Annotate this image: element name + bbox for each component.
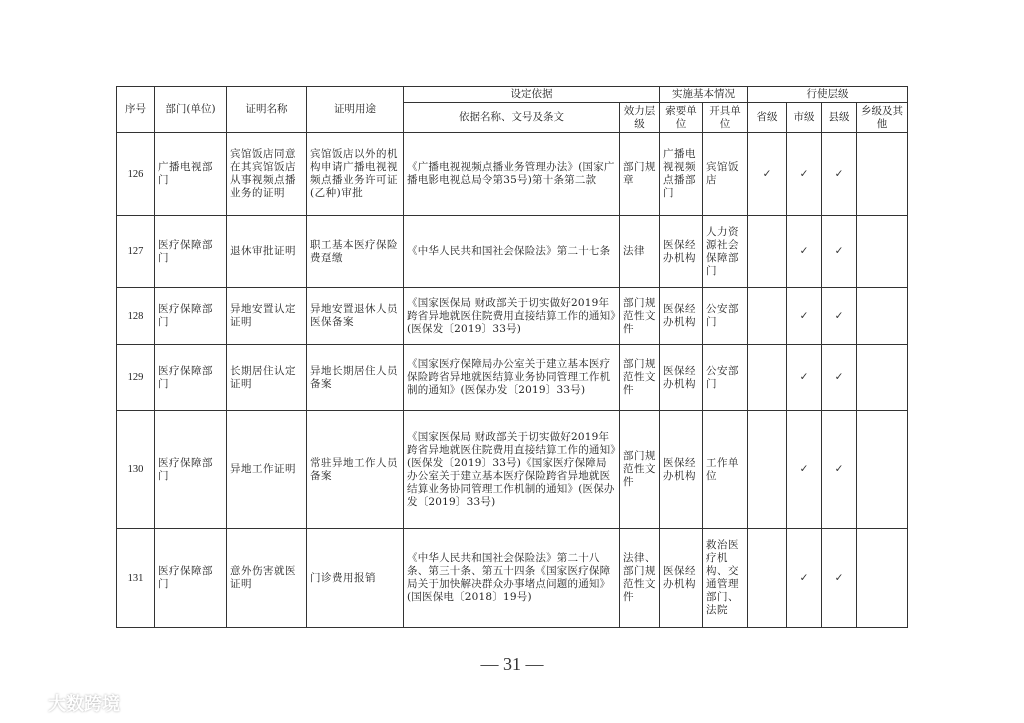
row-issue-unit: 人力资源社会保障部门 [703,216,748,288]
row-dept: 广播电视部门 [155,133,227,216]
header-cert-name: 证明名称 [227,87,307,133]
watermark [12,690,120,716]
header-basis-name: 依据名称、文号及条文 [404,103,620,133]
row-request-unit: 医保经办机构 [660,411,703,529]
header-county: 县级 [822,103,857,133]
row-effect: 法律 [620,216,660,288]
row-issue-unit: 宾馆饭店 [703,133,748,216]
check-mark-icon: ✓ [787,216,822,288]
certificate-table [116,86,908,628]
row-township [857,133,908,216]
row-cert-use: 常驻异地工作人员备案 [307,411,404,529]
row-effect: 部门规范性文件 [620,345,660,411]
header-city: 市级 [787,103,822,133]
row-seq: 127 [117,216,155,288]
header-group-level: 行使层级 [748,87,908,103]
check-mark-icon: ✓ [822,529,857,628]
row-seq: 129 [117,345,155,411]
watermark-text: 大数跨境 [48,694,120,715]
row-cert-name: 退休审批证明 [227,216,307,288]
check-mark-icon: ✓ [822,411,857,529]
row-cert-use: 异地长期居住人员备案 [307,345,404,411]
header-dept: 部门(单位) [155,87,227,133]
row-cert-name: 长期居住认定证明 [227,345,307,411]
check-mark-icon: ✓ [822,133,857,216]
check-mark-icon: ✓ [822,345,857,411]
row-provincial [748,411,787,529]
row-seq: 126 [117,133,155,216]
row-cert-use: 宾馆饭店以外的机构申请广播电视视频点播业务许可证(乙种)审批 [307,133,404,216]
table-row [117,216,908,288]
header-township: 乡级及其他 [857,103,908,133]
row-basis: 《国家医疗保障局办公室关于建立基本医疗保险跨省异地就医结算业务协同管理工作机制的通知》(医保办发〔2019〕33号) [404,345,620,411]
row-request-unit: 医保经办机构 [660,529,703,628]
row-request-unit: 医保经办机构 [660,345,703,411]
row-dept: 医疗保障部门 [155,216,227,288]
row-dept: 医疗保障部门 [155,288,227,345]
table-row [117,345,908,411]
row-issue-unit: 公安部门 [703,345,748,411]
row-provincial [748,345,787,411]
row-seq: 131 [117,529,155,628]
page-number: — 31 — [480,654,544,674]
check-mark-icon: ✓ [787,288,822,345]
row-provincial [748,529,787,628]
check-mark-icon: ✓ [822,288,857,345]
row-township [857,288,908,345]
header-issue-unit: 开具单位 [703,103,748,133]
row-cert-use: 异地安置退休人员医保备案 [307,288,404,345]
row-basis: 《国家医保局 财政部关于切实做好2019年跨省异地就医住院费用直接结算工作的通知》(医保发〔2019〕33号)《国家医疗保障局办公室关于建立基本医疗保险跨省异地就医结算业务协同管理工作机制的通知》(医保办发〔2019〕33号) [404,411,620,529]
check-mark-icon: ✓ [787,411,822,529]
row-township [857,345,908,411]
row-effect: 部门规范性文件 [620,411,660,529]
row-basis: 《国家医保局 财政部关于切实做好2019年跨省异地就医住院费用直接结算工作的通知》(医保发〔2019〕33号) [404,288,620,345]
row-cert-use: 职工基本医疗保险费趸缴 [307,216,404,288]
header-effect-level: 效力层级 [620,103,660,133]
row-provincial [748,288,787,345]
row-request-unit: 广播电视视频点播部门 [660,133,703,216]
table-row [117,288,908,345]
header-request-unit: 索要单位 [660,103,703,133]
check-mark-icon: ✓ [787,345,822,411]
row-request-unit: 医保经办机构 [660,288,703,345]
header-provincial: 省级 [748,103,787,133]
row-effect: 部门规范性文件 [620,288,660,345]
row-cert-name: 异地安置认定证明 [227,288,307,345]
row-effect: 部门规章 [620,133,660,216]
row-cert-use: 门诊费用报销 [307,529,404,628]
row-issue-unit: 工作单位 [703,411,748,529]
row-dept: 医疗保障部门 [155,529,227,628]
row-dept: 医疗保障部门 [155,345,227,411]
check-mark-icon: ✓ [822,216,857,288]
row-dept: 医疗保障部门 [155,411,227,529]
header-seq: 序号 [117,87,155,133]
check-mark-icon: ✓ [787,133,822,216]
header-group-impl: 实施基本情况 [660,87,748,103]
table-row [117,133,908,216]
row-basis: 《中华人民共和国社会保险法》第二十八条、第三十条、第五十四条《国家医疗保障局关于加快解决群众办事堵点问题的通知》(国医保电〔2018〕19号) [404,529,620,628]
table-row [117,529,908,628]
row-basis: 《广播电视视频点播业务管理办法》(国家广播电影电视总局令第35号)第十条第二款 [404,133,620,216]
row-request-unit: 医保经办机构 [660,216,703,288]
header-cert-use: 证明用途 [307,87,404,133]
row-issue-unit: 公安部门 [703,288,748,345]
header-group-basis: 设定依据 [404,87,660,103]
row-cert-name: 意外伤害就医证明 [227,529,307,628]
table-row [117,411,908,529]
row-seq: 130 [117,411,155,529]
row-township [857,216,908,288]
row-cert-name: 宾馆饭店同意在其宾馆饭店从事视频点播业务的证明 [227,133,307,216]
check-mark-icon: ✓ [748,133,787,216]
row-provincial [748,216,787,288]
row-issue-unit: 救治医疗机构、交通管理部门、法院 [703,529,748,628]
row-effect: 法律、部门规范性文件 [620,529,660,628]
row-cert-name: 异地工作证明 [227,411,307,529]
wechat-logo-icon [12,691,42,715]
check-mark-icon: ✓ [787,529,822,628]
row-township [857,529,908,628]
row-township [857,411,908,529]
row-basis: 《中华人民共和国社会保险法》第二十七条 [404,216,620,288]
row-seq: 128 [117,288,155,345]
header-row-1 [117,87,908,103]
